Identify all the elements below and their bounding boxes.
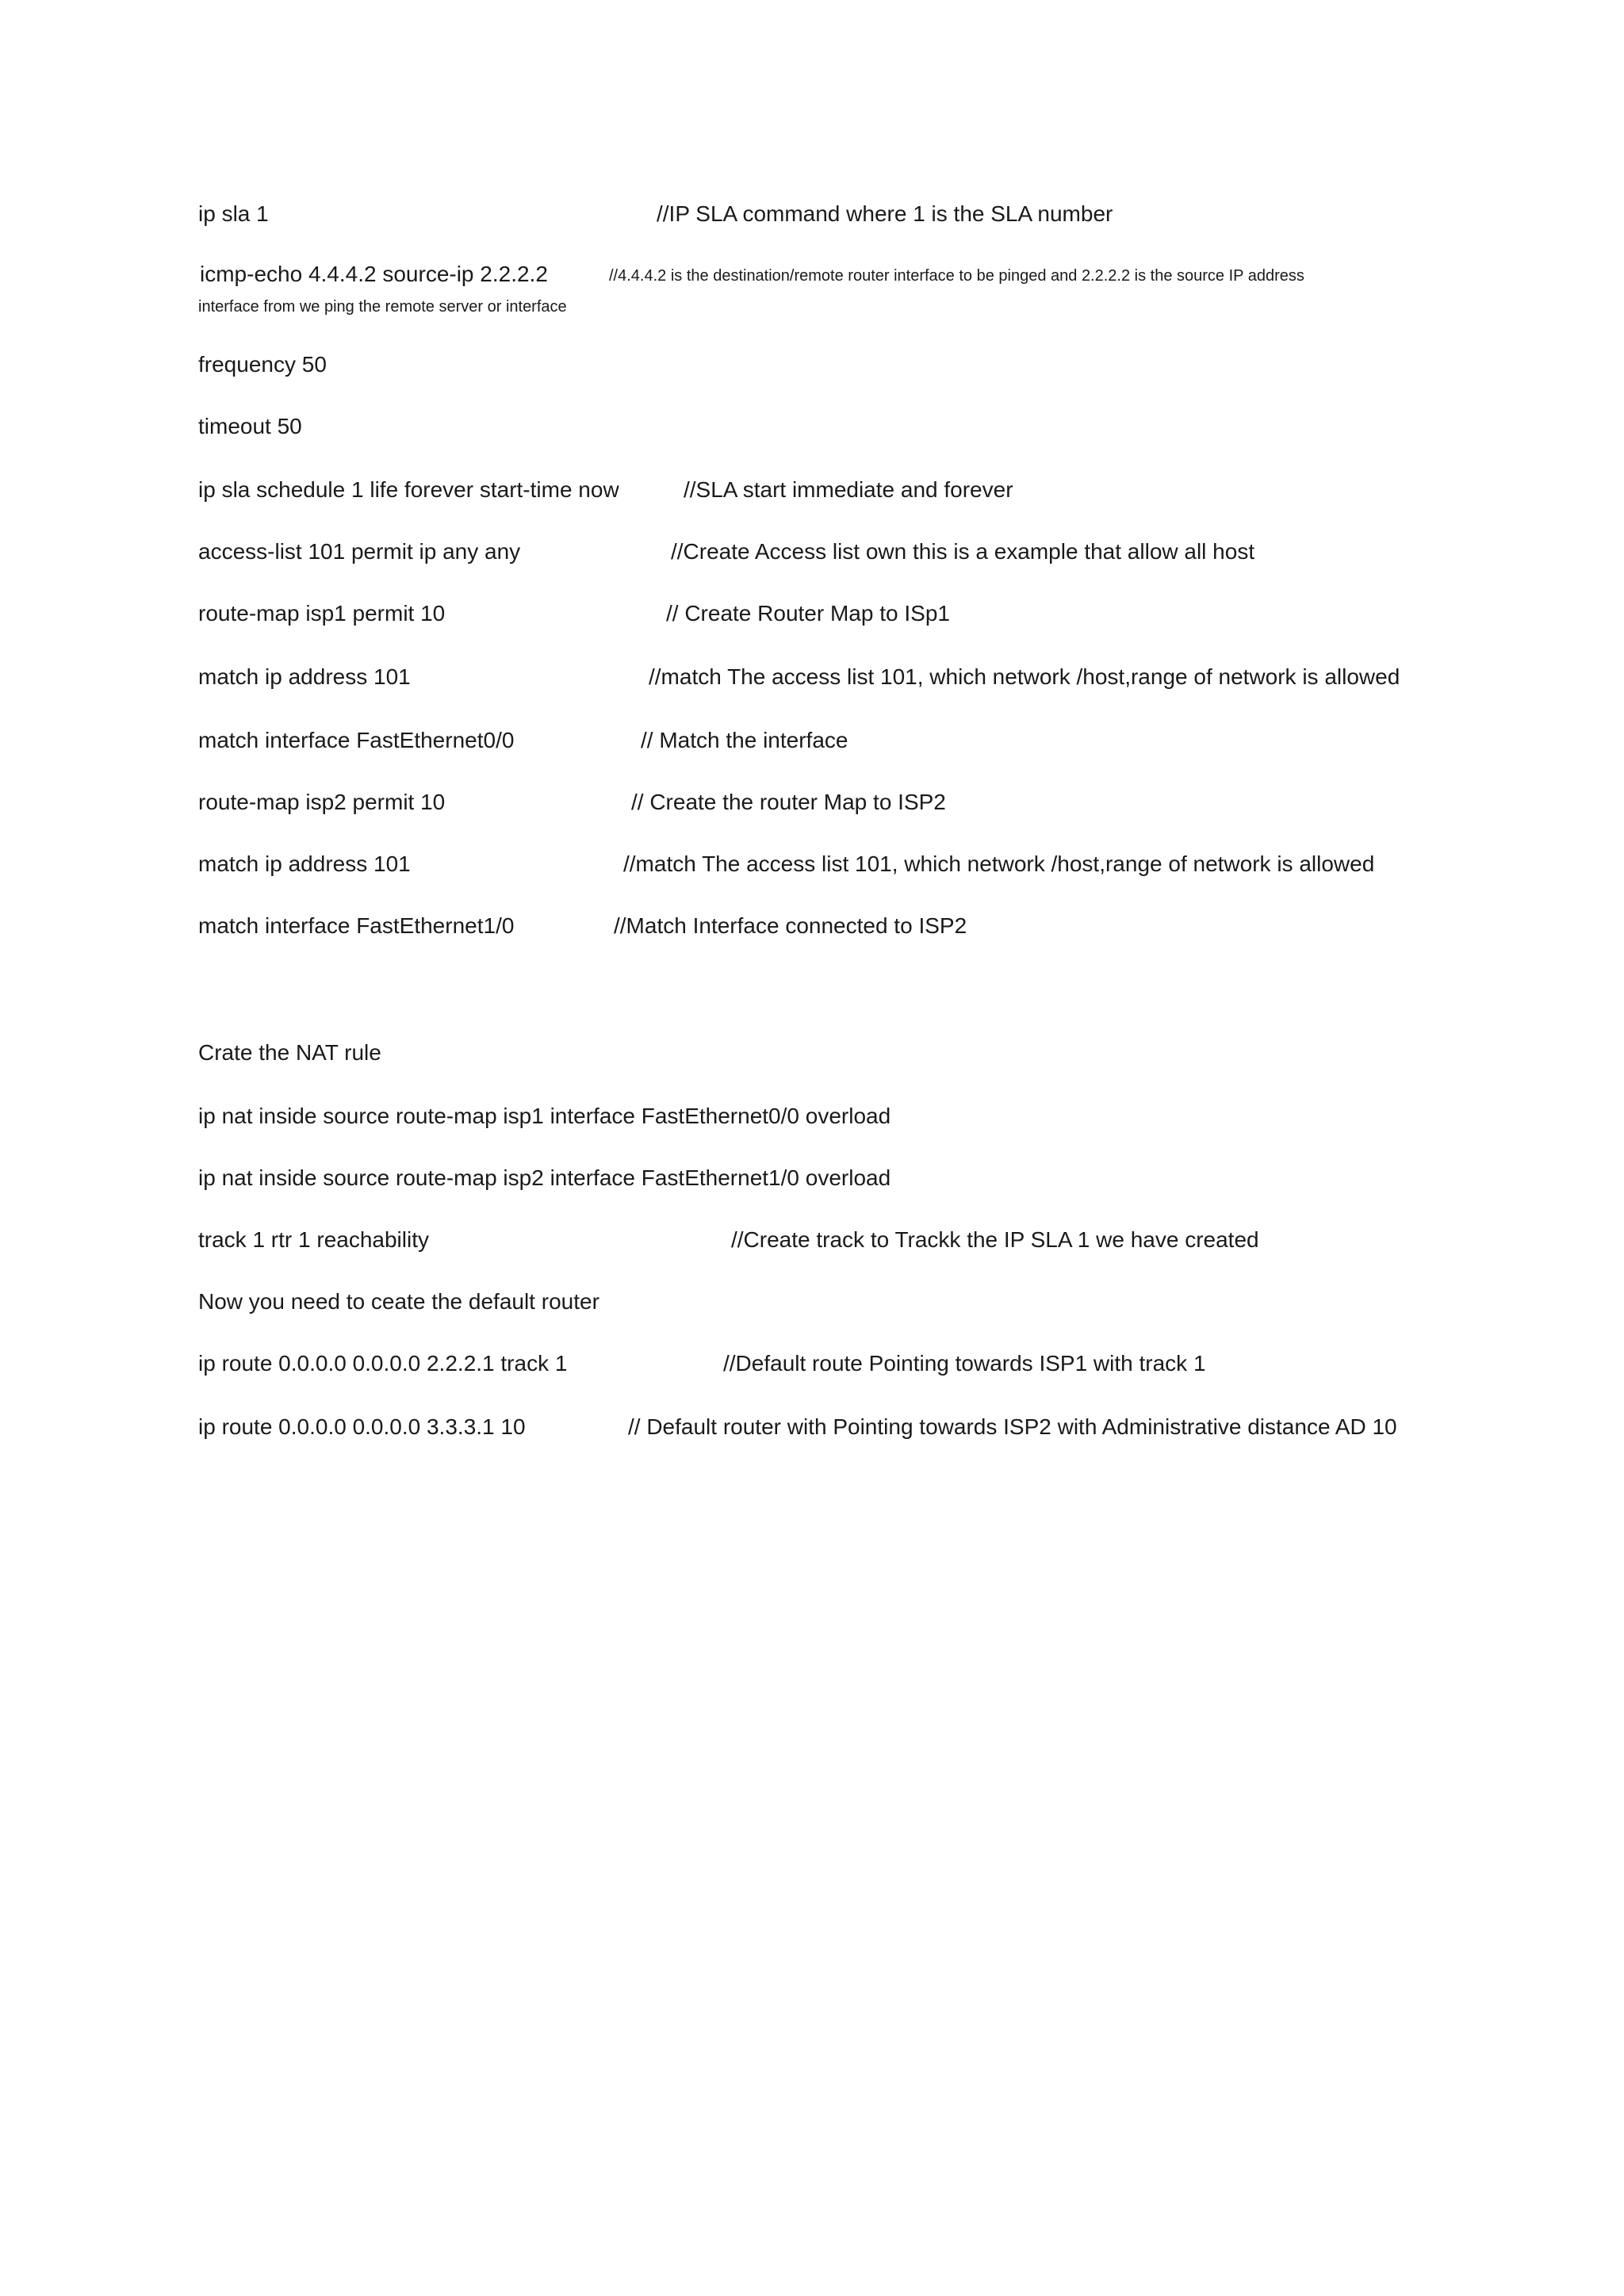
command-text: ip route 0.0.0.0 0.0.0.0 2.2.2.1 track 1 bbox=[198, 1351, 568, 1376]
command-text: access-list 101 permit ip any any bbox=[198, 539, 521, 564]
comment-track bbox=[731, 1226, 1259, 1254]
comment-text: //4.4.4.2 is the destination/remote router interface to be pinged and 2.2.2.2 is the source IP address bbox=[609, 267, 1304, 285]
comment-text: //match The access list 101, which network /host,range of network is allowed bbox=[623, 851, 1375, 876]
comment-match-interface-1 bbox=[614, 912, 967, 940]
comment-text: //Create track to Trackk the IP SLA 1 we have created bbox=[731, 1227, 1259, 1252]
comment-sla-schedule bbox=[684, 476, 1013, 504]
command-text: match ip address 101 bbox=[198, 664, 411, 689]
comment-match-ip-1 bbox=[649, 663, 1400, 691]
config-line-match-interface-1 bbox=[198, 912, 514, 940]
command-text: route-map isp2 permit 10 bbox=[198, 790, 446, 814]
config-line-ip-route-isp1 bbox=[198, 1349, 567, 1378]
comment-match-ip-2 bbox=[623, 850, 1374, 878]
heading-text: Now you need to ceate the default router bbox=[198, 1289, 599, 1314]
config-line-ip-route-isp2 bbox=[198, 1413, 526, 1441]
comment-access-list bbox=[671, 538, 1254, 566]
comment-text: // Default router with Pointing towards ISP2 with Administrative distance AD 10 bbox=[628, 1414, 1397, 1439]
comment-icmp-echo-continued bbox=[198, 297, 567, 317]
command-text: match interface FastEthernet0/0 bbox=[198, 728, 515, 752]
command-text: ip nat inside source route-map isp1 interface FastEthernet0/0 overload bbox=[198, 1104, 891, 1128]
comment-text: // Create the router Map to ISP2 bbox=[631, 790, 946, 814]
comment-ip-sla bbox=[657, 200, 1113, 228]
config-line-ip-sla bbox=[198, 200, 269, 228]
command-text: frequency 50 bbox=[198, 352, 327, 377]
config-line-track bbox=[198, 1226, 429, 1254]
command-text: icmp-echo 4.4.4.2 source-ip 2.2.2.2 bbox=[200, 262, 548, 286]
config-line-icmp-echo bbox=[200, 260, 548, 289]
comment-route-map-isp1 bbox=[666, 599, 950, 628]
comment-text: interface from we ping the remote server or interface bbox=[198, 298, 567, 316]
command-text: track 1 rtr 1 reachability bbox=[198, 1227, 429, 1252]
command-text: route-map isp1 permit 10 bbox=[198, 601, 446, 626]
command-text: match interface FastEthernet1/0 bbox=[198, 913, 515, 938]
comment-text: //match The access list 101, which network /host,range of network is allowed bbox=[649, 664, 1400, 689]
comment-text: // Match the interface bbox=[641, 728, 848, 752]
config-line-match-ip-1 bbox=[198, 663, 411, 691]
comment-icmp-echo bbox=[609, 266, 1304, 286]
comment-text: // Create Router Map to ISp1 bbox=[666, 601, 950, 626]
command-text: match ip address 101 bbox=[198, 851, 411, 876]
comment-ip-route-isp1 bbox=[723, 1349, 1206, 1378]
comment-ip-route-isp2 bbox=[628, 1413, 1397, 1441]
comment-text: //Default route Pointing towards ISP1 with track 1 bbox=[723, 1351, 1206, 1376]
config-line-timeout bbox=[198, 412, 302, 441]
comment-text: //SLA start immediate and forever bbox=[684, 477, 1013, 502]
config-line-access-list bbox=[198, 538, 520, 566]
command-text: timeout 50 bbox=[198, 414, 302, 438]
command-text: ip route 0.0.0.0 0.0.0.0 3.3.3.1 10 bbox=[198, 1414, 526, 1439]
comment-text: //IP SLA command where 1 is the SLA number bbox=[657, 201, 1113, 226]
config-line-frequency bbox=[198, 350, 327, 379]
section-heading-nat bbox=[198, 1039, 381, 1067]
command-text: ip sla 1 bbox=[198, 201, 269, 226]
config-line-match-ip-2 bbox=[198, 850, 411, 878]
section-heading-default-route bbox=[198, 1288, 599, 1316]
config-line-sla-schedule bbox=[198, 476, 619, 504]
command-text: ip sla schedule 1 life forever start-time now bbox=[198, 477, 619, 502]
comment-text: //Match Interface connected to ISP2 bbox=[614, 913, 967, 938]
comment-match-interface-0 bbox=[641, 726, 848, 755]
config-line-route-map-isp2 bbox=[198, 788, 445, 817]
config-line-match-interface-0 bbox=[198, 726, 514, 755]
comment-route-map-isp2 bbox=[631, 788, 946, 817]
config-line-route-map-isp1 bbox=[198, 599, 445, 628]
heading-text: Crate the NAT rule bbox=[198, 1040, 381, 1065]
comment-text: //Create Access list own this is a example that allow all host bbox=[671, 539, 1255, 564]
config-line-nat-isp2 bbox=[198, 1164, 891, 1192]
command-text: ip nat inside source route-map isp2 interface FastEthernet1/0 overload bbox=[198, 1165, 891, 1190]
config-line-nat-isp1 bbox=[198, 1102, 891, 1131]
